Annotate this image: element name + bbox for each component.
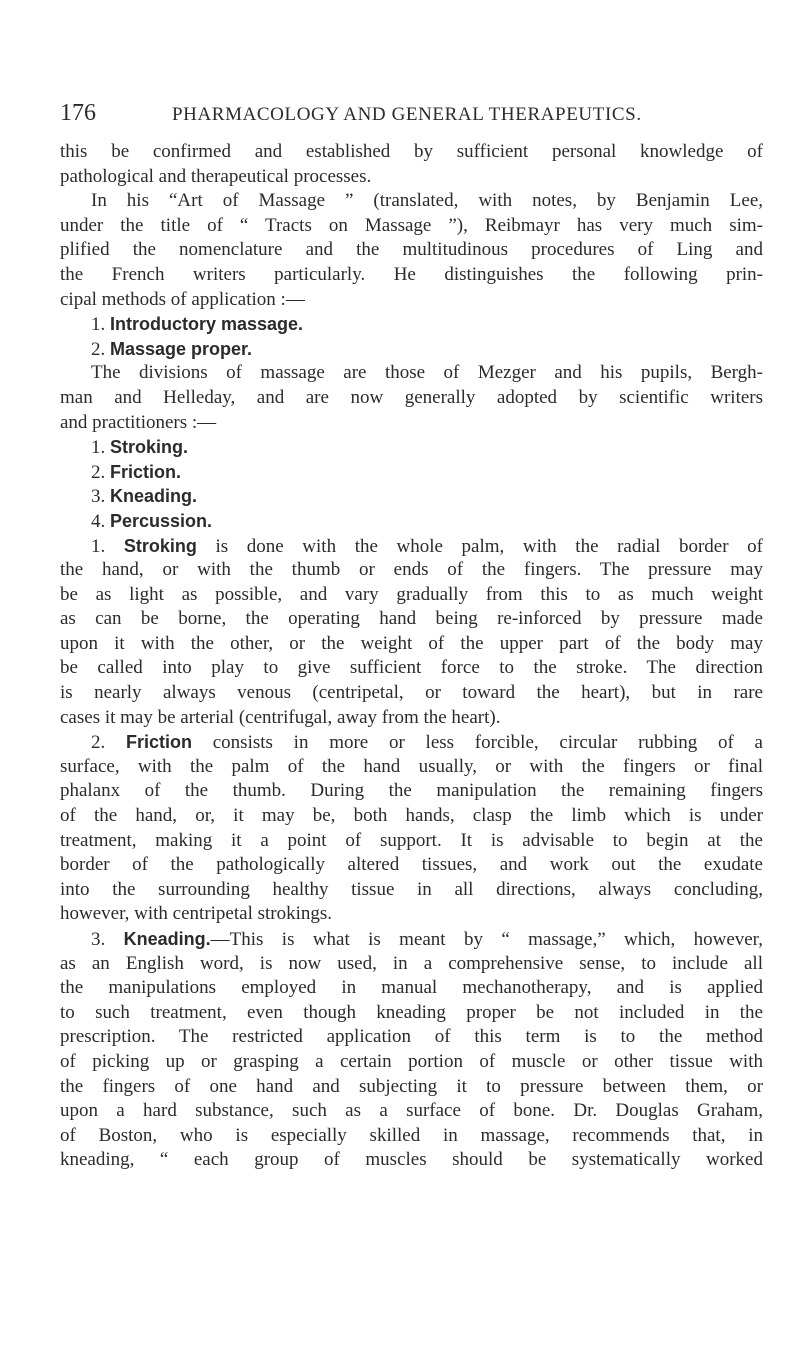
text-line <box>60 804 763 829</box>
text-run: the fingers of one hand and subjecting it to pressure between them, or <box>60 1075 763 1097</box>
section-label: Percussion. <box>110 510 213 531</box>
text-run: cases it may be arterial (centrifugal, away from the heart). <box>60 706 501 728</box>
page-number: 176 <box>60 100 96 126</box>
text-run: however, with centripetal strokings. <box>60 903 333 925</box>
text-run: is done with the whole palm, with the radial border of <box>196 535 763 557</box>
text-run: be called into play to give sufficient force to the stroke. The direction <box>60 657 763 679</box>
text-run: 1. <box>91 437 110 459</box>
text-line <box>60 189 763 214</box>
text-run: cipal methods of application :— <box>60 288 305 310</box>
text-line <box>60 312 763 337</box>
text-run: this be confirmed and established by sufficient personal knowledge of <box>60 141 763 162</box>
text-line <box>60 878 763 903</box>
text-line <box>60 1124 763 1149</box>
body-text <box>60 140 763 1173</box>
text-run: 4. <box>91 510 110 532</box>
text-line <box>60 755 763 780</box>
text-run: as can be borne, the operating hand being re-inforced by pressure made <box>60 608 763 630</box>
text-line <box>60 706 763 731</box>
text-line <box>60 1001 763 1026</box>
section-label: Friction. <box>110 461 181 482</box>
text-run: 3. <box>91 486 110 508</box>
text-line <box>60 656 763 681</box>
text-run: of Boston, who is especially skilled in massage, recommends that, in <box>60 1124 763 1146</box>
text-run: is nearly always venous (centripetal, or toward the heart), but in rare <box>60 682 763 704</box>
text-line <box>60 1075 763 1100</box>
text-line <box>60 460 763 485</box>
text-line <box>60 214 763 239</box>
section-label: Kneading. <box>123 929 211 949</box>
text-run: man and Helleday, and are now generally adopted by scientific writers <box>60 386 763 408</box>
text-run: consists in more or less forcible, circular rubbing of a <box>192 732 763 754</box>
text-run: prescription. The restricted application of this term is to the method <box>60 1026 763 1048</box>
text-run: 1. <box>91 535 124 557</box>
text-run: upon a hard substance, such as a surface of bone. Dr. Douglas Graham, <box>60 1100 763 1122</box>
text-run: of picking up or grasping a certain portion of muscle or other tissue with <box>60 1050 763 1072</box>
text-line <box>60 607 763 632</box>
text-run: upon it with the other, or the weight of the upper part of the body may <box>60 632 763 654</box>
text-run: under the title of “ Tracts on Massage ”), Reibmayr has very much sim- <box>60 214 763 236</box>
text-run: the hand, or with the thumb or ends of the fingers. The pressure may <box>60 559 763 581</box>
text-line <box>60 952 763 977</box>
text-line <box>60 238 763 263</box>
section-label: Introductory massage. <box>110 314 304 335</box>
text-line <box>60 829 763 854</box>
text-run: plified the nomenclature and the multitudinous procedures of Ling and <box>60 239 763 261</box>
text-line <box>60 730 763 755</box>
text-line <box>60 165 763 190</box>
text-line <box>60 583 763 608</box>
section-label: Kneading. <box>110 486 198 507</box>
text-run: —This is what is meant by “ massage,” which, however, <box>210 929 763 950</box>
text-run: The divisions of massage are those of Mezger and his pupils, Bergh- <box>91 362 763 384</box>
text-line <box>60 1050 763 1075</box>
text-line <box>60 853 763 878</box>
text-run: surface, with the palm of the hand usually, or with the fingers or final <box>60 755 763 777</box>
text-line <box>60 632 763 657</box>
running-head: PHARMACOLOGY AND GENERAL THERAPEUTICS. <box>172 104 642 125</box>
text-line <box>60 263 763 288</box>
text-line <box>60 140 763 165</box>
text-line <box>60 902 763 927</box>
text-run: phalanx of the thumb. During the manipulation the remaining fingers <box>60 780 763 802</box>
text-run: to such treatment, even though kneading proper be not included in the <box>60 1001 763 1023</box>
text-run: treatment, making it a point of support. It is advisable to begin at the <box>60 829 763 851</box>
text-run: the manipulations employed in manual mechanotherapy, and is applied <box>60 977 763 999</box>
text-line <box>60 337 763 362</box>
text-run: the French writers particularly. He distinguishes the following prin- <box>60 263 763 285</box>
text-line <box>60 288 763 313</box>
section-label: Stroking. <box>110 437 189 458</box>
text-run: pathological and therapeutical processes. <box>60 165 372 187</box>
text-line <box>60 1025 763 1050</box>
text-line <box>60 681 763 706</box>
section-label: Friction <box>126 732 192 753</box>
text-run: 3. <box>91 929 124 950</box>
text-run: and practitioners :— <box>60 411 217 433</box>
text-line <box>60 1148 763 1173</box>
text-run: 2. <box>91 338 110 360</box>
text-line <box>60 435 763 460</box>
page-header <box>60 100 760 132</box>
text-run: into the surrounding healthy tissue in all directions, always concluding, <box>60 878 763 900</box>
text-line <box>60 386 763 411</box>
text-run: 2. <box>91 732 126 754</box>
text-line <box>60 1099 763 1124</box>
text-run: 2. <box>91 461 110 483</box>
text-line <box>60 779 763 804</box>
text-line <box>60 976 763 1001</box>
text-run: of the hand, or, it may be, both hands, clasp the limb which is under <box>60 805 763 827</box>
text-line <box>60 509 763 534</box>
text-line <box>60 411 763 436</box>
text-run: be as light as possible, and vary gradually from this to as much weight <box>60 583 763 605</box>
section-label: Stroking <box>123 535 197 556</box>
text-run: as an English word, is now used, in a comprehensive sense, to include all <box>60 952 763 974</box>
text-line <box>60 361 763 386</box>
text-run: kneading, “ each group of muscles should be systematically worked <box>60 1149 763 1171</box>
text-run: border of the pathologically altered tissues, and work out the exudate <box>60 854 763 876</box>
section-label: Massage proper. <box>110 338 253 359</box>
text-run: 1. <box>91 314 110 336</box>
text-run: In his “Art of Massage ” (translated, with notes, by Benjamin Lee, <box>91 190 763 212</box>
text-line <box>60 534 763 559</box>
text-line <box>60 558 763 583</box>
text-line <box>60 484 763 509</box>
text-line <box>60 927 763 952</box>
